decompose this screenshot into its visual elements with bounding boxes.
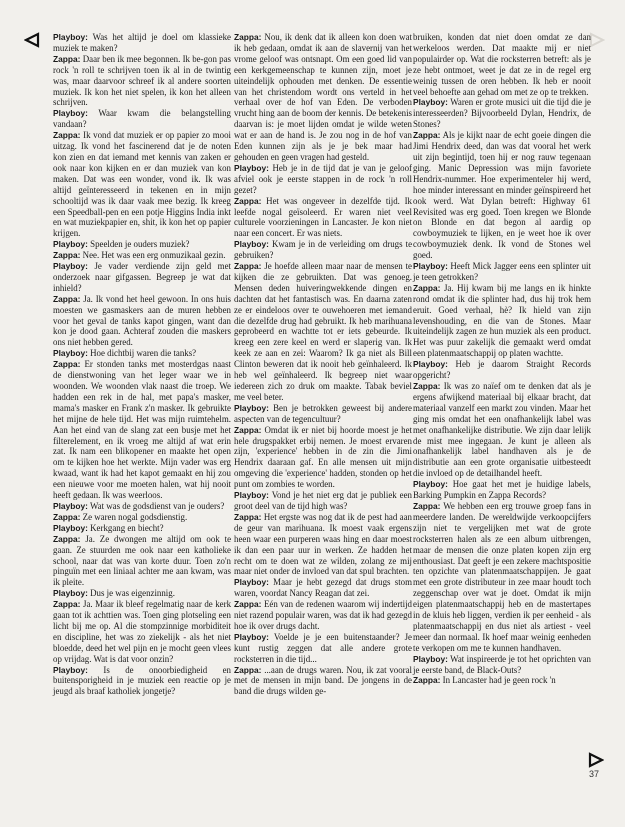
- speaker-label: Zappa:: [53, 533, 81, 544]
- interview-paragraph: [53, 32, 231, 54]
- interview-paragraph: [413, 381, 591, 479]
- speaker-label: Zappa:: [234, 32, 262, 42]
- paragraph-text: Het was ongeveer in dezelfde tijd. Ik leefde nogal geïsoleerd. Er waren niet veel culturele voorzieningen in Lancaster. Je kon niet naar een concert. Er was niets.: [234, 195, 412, 239]
- paragraph-text: Hoe dichtbij waren die tanks?: [90, 348, 197, 359]
- speaker-label: Zappa:: [53, 293, 81, 304]
- article-column-1: [53, 32, 231, 697]
- interview-paragraph: [53, 512, 231, 523]
- interview-paragraph: [413, 261, 591, 283]
- paragraph-text: Kwam je in de verleiding om drugs te gebruiken?: [234, 239, 413, 261]
- paragraph-text: Ja. Ik vond het heel gewoon. In ons huis moesten we gasmaskers aan de muren hebben voor het geval de tanks kapot gingen, want dan kon je dood gaan. Achteraf zouden die maskers ons niet hebben gered.: [53, 293, 232, 348]
- speaker-label: Playboy:: [413, 479, 448, 490]
- speaker-label: Playboy:: [413, 261, 448, 272]
- paragraph-text: In Lancaster had je geen rock 'n: [442, 675, 556, 686]
- interview-paragraph: [53, 130, 231, 239]
- speaker-label: Zappa:: [53, 250, 81, 261]
- paragraph-text: Speelden je ouders muziek?: [90, 239, 190, 250]
- speaker-label: Playboy:: [53, 588, 88, 599]
- speaker-label: Playboy:: [234, 162, 269, 173]
- interview-paragraph: [53, 261, 231, 294]
- speaker-label: Playboy:: [53, 261, 88, 272]
- paragraph-text: Ze waren nogal godsdienstig.: [82, 511, 188, 522]
- paragraph-text: Ja. Hij kwam bij me langs en ik hinkte rond omdat ik die splinter had, dus hij trok hem eruit. Goed verhaal, hè? Ik hield van zijn levenshouding, en die van de Stones. Maar uiteindelijk zagen ze hun muziek als een product. Het was puur zakelijk die gemaakt werd omdat een platenmaatschappij op platen wachtte.: [413, 282, 591, 359]
- speaker-label: Zappa:: [53, 53, 81, 64]
- paragraph-text: Omdat ik er niet bij hoorde moest je het hele drugspakket erbij nemen. Je moest ervaren zijn, 'experience' hebben in de zin die Jimi Hendrix daaraan gaf. En alle mensen uit mijn omgeving die 'experience' hadden, stonden op het punt om zombies te worden.: [234, 424, 412, 490]
- speaker-label: Playboy:: [53, 664, 88, 675]
- interview-paragraph: [53, 348, 231, 359]
- interview-paragraph: [53, 108, 231, 130]
- speaker-label: Zappa:: [413, 381, 441, 391]
- interview-paragraph: [53, 239, 231, 250]
- speaker-label: Playboy:: [53, 348, 88, 359]
- paragraph-text: Heb je daarom Straight Records opgericht?: [413, 359, 591, 381]
- interview-paragraph: [234, 577, 412, 599]
- interview-paragraph: [413, 501, 591, 654]
- paragraph-text: Was het altijd je doel om klassieke muziek te maken?: [53, 32, 232, 53]
- interview-paragraph: [234, 512, 412, 577]
- interview-paragraph: [413, 32, 591, 97]
- speaker-label: Zappa:: [234, 424, 262, 435]
- paragraph-text: Ben je betrokken geweest bij andere aspecten van de tegencultuur?: [234, 402, 412, 424]
- speaker-label: Playboy:: [234, 239, 269, 250]
- speaker-label: Zappa:: [413, 675, 441, 686]
- interview-paragraph: [53, 588, 231, 599]
- interview-paragraph: [53, 599, 231, 664]
- speaker-label: Zappa:: [413, 130, 441, 141]
- paragraph-text: Vond je het niet erg dat je publiek een groot deel van de tijd high was?: [234, 490, 412, 511]
- interview-paragraph: [234, 32, 412, 163]
- interview-paragraph: [413, 359, 591, 381]
- article-column-2: [234, 32, 412, 697]
- speaker-label: Playboy:: [53, 500, 88, 511]
- paragraph-text: Heb je in de tijd dat je van je geloof afviel ook je eerste stappen in de rock 'n roll gezet?: [234, 162, 412, 195]
- paragraph-text: We hebben een erg trouwe groep fans in meerdere landen. De wereldwijde verkoopcijfers zijn niet te vergelijken met wat de grote rocksterren halen als ze een album uitbrengen, maar de mensen die onze platen kopen zijn erg enthousiast. Dat geeft je een zekere machtspositie ten opzichte van platenmaatschappijen. Je gaat met een grote distributeur in zee maar houdt toch zeggenschap over wat je doet. Omdat ik mijn eigen platenmaatschappij heb en de mastertapes in de kluis heb liggen, verdien ik per eenheid - als platenmaatschappij en dus niet als artiest - veel meer dan normaal. Ik hoef maar weinig eenheden te verkopen om me te kunnen handhaven.: [413, 500, 592, 653]
- article-column-3: [413, 32, 591, 686]
- interview-paragraph: [234, 196, 412, 240]
- interview-paragraph: [234, 490, 412, 512]
- next-page-arrow-icon[interactable]: [588, 752, 604, 768]
- paragraph-text: Maar je hebt gezegd dat drugs stom waren, voordat Nancy Reagan dat zei.: [234, 577, 412, 599]
- interview-paragraph: [53, 665, 231, 698]
- speaker-label: Zappa:: [234, 511, 262, 522]
- interview-paragraph: [234, 239, 412, 261]
- interview-paragraph: [53, 359, 231, 501]
- paragraph-text: Ja. Maar ik bleef regelmatig naar de kerk gaan tot ik achttien was. Toen ging plotseling een licht bij me op. Al die stompzinnige morbiditeit en discipline, het was zo ziekelijk - als het niet bloedde, deed het wel pijn en je mocht geen vlees op vrijdag. Wat is dat voor onzin?: [53, 599, 232, 664]
- interview-paragraph: [234, 665, 412, 698]
- paragraph-text: Is de onoorbiedigheid en buitensporigheid in je muziek een reactie op je jeugd als braaf katholiek jongetje?: [53, 664, 231, 697]
- paragraph-text: Nee. Het was een erg onmuzikaal gezin.: [82, 250, 226, 261]
- paragraph-text: Ik was zo naïef om te denken dat als je ergens afwijkend materiaal bij elkaar bracht, dat materiaal vanzelf een markt zou vinden. Maar het ging mis omdat het een onafhankelijk label was met onafhankelijke distributie. We zijn daar lelijk de mist mee ingegaan. Je kunt je alleen als onafhankelijk label handhaven als je de distributie aan een grote organisatie uitbesteedt die invloed op de detailhandel heeft.: [413, 381, 591, 479]
- paragraph-text: Als je kijkt naar de echt goeie dingen die Jimi Hendrix deed, dan was dat vooral het werk uit zijn begintijd, toen hij er nog rauw tegenaan ging. Manic Depression was mijn favoriete Hendrix-nummer. Hoe experimenteler hij werd, hoe minder interessant en minder geïnspireerd het ook werd. Wat Dylan betreft: Highway 61 Revisited was erg goed. Toen kregen we Blonde on Blonde en dat begon al aardig op cowboymuziek te lijken, en je weet hoe ik over cowboymuziek denk. Ik vond de Stones wel goed.: [413, 130, 591, 261]
- speaker-label: Playboy:: [53, 239, 88, 250]
- speaker-label: Zappa:: [53, 511, 81, 522]
- speaker-label: Zappa:: [234, 261, 262, 272]
- speaker-label: Zappa:: [234, 599, 262, 610]
- speaker-label: Playboy:: [234, 577, 269, 588]
- speaker-label: Zappa:: [234, 664, 262, 675]
- interview-paragraph: [413, 675, 591, 686]
- speaker-label: Zappa:: [413, 282, 441, 293]
- page-number: 37: [589, 769, 600, 779]
- interview-paragraph: [234, 632, 412, 665]
- speaker-label: Zappa:: [53, 359, 81, 370]
- speaker-label: Zappa:: [53, 130, 81, 141]
- paragraph-text: Wat was de godsdienst van je ouders?: [89, 500, 225, 511]
- paragraph-text: Ik vond dat muziek er op papier zo mooi uitzag. Ik vond het fascinerend dat je de noten kon zien en dat iemand met kennis van zaken er ook naar kon kijken en er dan muziek van kon maken. Dat was een wonder, vond ik. Ik was altijd geïnteresseerd in tekenen en in mijn schooltijd was ik daar vaak mee bezig. Ik kreeg een Speedball-pen en een potje Higgins India inkt en wat muziekpapier en, shit, ik kon het op papier krijgen.: [53, 130, 231, 239]
- speaker-label: Zappa:: [234, 195, 262, 206]
- speaker-label: Playboy:: [234, 402, 269, 413]
- interview-paragraph: [413, 97, 591, 130]
- paragraph-text: Eén van de redenen waarom wij indertijd niet razend populair waren, was dat ik had gezegd hoe ik over drugs dacht.: [234, 599, 412, 631]
- speaker-label: Zappa:: [53, 599, 81, 610]
- speaker-label: Playboy:: [53, 32, 88, 42]
- speaker-label: Playboy:: [413, 359, 448, 370]
- interview-paragraph: [53, 534, 231, 589]
- paragraph-text: Hoe gaat het met je huidige labels, Barking Pumpkin en Zappa Records?: [413, 479, 592, 501]
- interview-paragraph: [234, 163, 412, 196]
- interview-paragraph: [53, 294, 231, 349]
- interview-paragraph: [413, 654, 591, 676]
- speaker-label: Playboy:: [53, 108, 88, 119]
- speaker-label: Playboy:: [413, 97, 448, 108]
- previous-page-arrow-icon[interactable]: [24, 32, 40, 48]
- interview-paragraph: [413, 130, 591, 261]
- interview-paragraph: [234, 425, 412, 490]
- paragraph-text: Waren er grote musici uit die tijd die je interesseerden? Bijvoorbeeld Dylan, Hendrix, de Stones?: [413, 97, 591, 130]
- paragraph-text: Nou, ik denk dat ik alleen kon doen wat ik heb gedaan, omdat ik aan de slavernij van het vrome geloof was ontsnapt. Om een goed lid van een kerkgemeenschap te kunnen zijn, moet je uiteindelijk ophouden met denken. De essentie van het christendom wordt ons verteld in het verhaal over de hof van Eden. De verboden vrucht hing aan de boom der kennis. De betekenis daarvan is: je moet lijden omdat je wilde weten wat er aan de hand is. Je zou nog in de hof van Eden kunnen zijn als je je bek maar had gehouden en geen vragen had gesteld.: [234, 32, 412, 162]
- speaker-label: Playboy:: [234, 490, 269, 501]
- paragraph-text: Het ergste was nog dat ik de pest had aan de geur van marihuana. Ik moest vaak ergens heen waar een purperen waas hing en daar moest ik dan een paar uur in werken. Ze hadden het recht om te doen wat ze wilden, zolang ze mij maar niet onder de invloed van dat spul brachten.: [234, 511, 412, 577]
- next-page-arrow-faint-icon: [589, 32, 605, 48]
- speaker-label: Zappa:: [413, 500, 441, 511]
- paragraph-text: Je hoefde alleen maar naar de mensen te kijken die ze gebruikten. Dat was genoeg. Mensen deden huiveringwekkende dingen en dachten dat het fantastisch was. En daarna zaten ze er eindeloos over te ouwehoeren met iemand die dezelfde drug had gebruikt. Ik heb marihuana geprobeerd en wachtte tot er iets gebeurde. Ik kreeg een zere keel en werd er slaperig van. Ik keek ze aan en zei: Waarom? Ik ga niet als Bill Clinton beweren dat ik nooit heb geïnhaleerd. Ik heb wel geïnhaleerd. Ik begreep niet waar iedereen zich zo druk om maakte. Tabak beviel me veel beter.: [234, 261, 412, 402]
- paragraph-text: Dus je was eigenzinnig.: [90, 588, 175, 599]
- interview-paragraph: [53, 523, 231, 534]
- paragraph-text: Wat inspireerde je tot het oprichten van je eerste band, de Black-Outs?: [413, 653, 591, 675]
- speaker-label: Playboy:: [234, 631, 269, 642]
- interview-paragraph: [53, 501, 231, 512]
- paragraph-text: Kerkgang en biecht?: [90, 522, 164, 533]
- speaker-label: Playboy:: [53, 522, 88, 533]
- interview-paragraph: [234, 599, 412, 632]
- paragraph-text: Waar kwam die belangstelling vandaan?: [53, 108, 231, 130]
- interview-paragraph: [413, 479, 591, 501]
- paragraph-text: Heeft Mick Jagger eens een splinter uit je teen getrokken?: [413, 261, 591, 282]
- paragraph-text: bruiken, konden dat niet doen omdat ze dan werkeloos werden. Dat maakte mij er niet populairder op. Wat die rocksterren betreft: als je ze hebt ontmoet, weet je dat ze in de regel erg weinig tussen de oren hebben. Ik heb er nooit veel behoefte aan gehad om met ze op te trekken.: [413, 32, 591, 97]
- paragraph-text: ...aan de drugs waren. Nou, ik zat vooral met de mensen in mijn band. De jongens in de band die drugs wilden ge-: [234, 664, 413, 697]
- interview-paragraph: [413, 283, 591, 359]
- paragraph-text: Je vader verdiende zijn geld met onderzoek naar gifgassen. Begreep je wat dat inhield?: [53, 261, 231, 293]
- speaker-label: Playboy:: [413, 653, 448, 664]
- paragraph-text: Daar ben ik mee begonnen. Ik be-gon pas rock 'n roll te schrijven toen ik al in de twintig was, maar daarvoor schreef ik al andere soorten muziek. Ik kon het niet spelen, ik kon het alleen schrijven.: [53, 53, 231, 108]
- interview-paragraph: [53, 250, 231, 261]
- paragraph-text: Er stonden tanks met mosterdgas naast de dienstwoning van het leger waar we in woonden. We woonden vlak naast die troep. We hadden een rek in de hal, met papa's masker, mama's masker en Frank z'n masker. Ik gebruikte het mijne de hele tijd. Het was mijn ruimtehelm. Aan het eind van de slang zat een busje met het filterelement, en ik vroeg me altijd af wat erin zat. Ik nam een blikopener en maakte het open om te kijken hoe het werkte. Mijn vader was erg kwaad, want ik had het kapot gemaakt en hij zou een nieuwe voor me moeten halen, wat hij nooit heeft gedaan. Ik was weerloos.: [53, 359, 232, 501]
- paragraph-text: Voelde je je een buitenstaander? Je kunt rustig zeggen dat alle andere grote rocksterren in die tijd...: [234, 631, 412, 664]
- interview-paragraph: [53, 54, 231, 109]
- interview-paragraph: [234, 261, 412, 403]
- interview-paragraph: [234, 403, 412, 425]
- paragraph-text: Ja. Ze dwongen me altijd om ook te gaan. Ze stuurden me ook naar een katholieke school, naar dat was van korte duur. Toen zo'n pinguïn met een liniaal achter me aan kwam, was ik pleite.: [53, 533, 232, 588]
